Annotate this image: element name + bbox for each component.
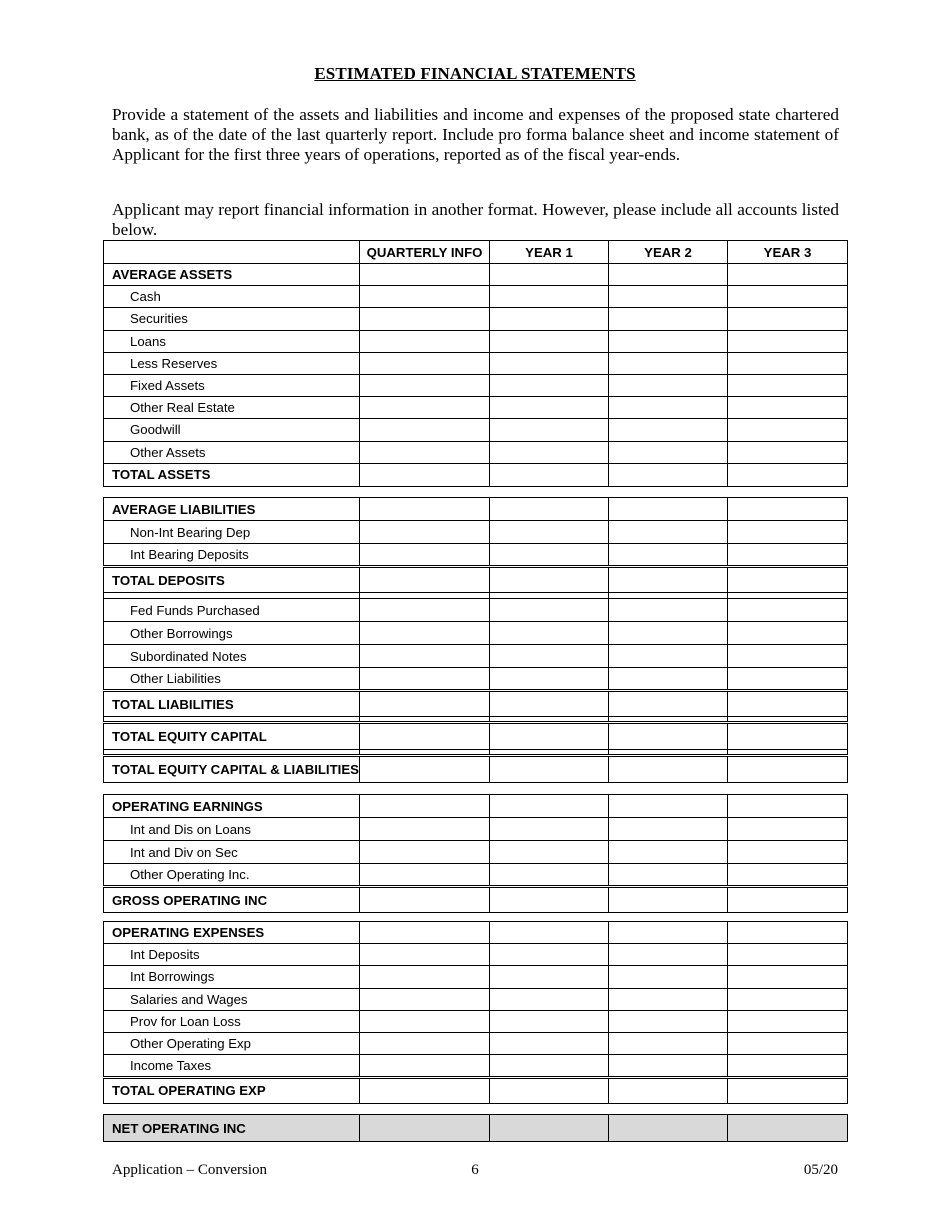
- row-label: TOTAL EQUITY CAPITAL & LIABILITIES: [104, 756, 360, 783]
- value-cell-year3[interactable]: [728, 463, 848, 486]
- footer-left: Application – Conversion: [112, 1162, 267, 1178]
- value-cell-year2[interactable]: [609, 1077, 728, 1103]
- value-cell-year3[interactable]: [728, 818, 848, 841]
- table-row: [104, 567, 848, 593]
- row-label: GROSS OPERATING INC: [104, 887, 360, 913]
- row-label: Int Deposits: [104, 944, 360, 966]
- value-cell-quarterly[interactable]: [360, 622, 490, 645]
- value-cell-year1[interactable]: [490, 330, 609, 352]
- value-cell-year3[interactable]: [728, 308, 848, 330]
- value-cell-year3[interactable]: [728, 419, 848, 441]
- value-cell-quarterly[interactable]: [360, 691, 490, 717]
- earnings-body: [104, 795, 848, 913]
- row-label: Loans: [104, 330, 360, 352]
- table-row: [104, 723, 848, 750]
- column-header-year1: YEAR 1: [490, 241, 609, 264]
- table-row: [104, 818, 848, 841]
- value-cell-year2[interactable]: [609, 887, 728, 913]
- value-cell-quarterly[interactable]: [360, 988, 490, 1010]
- value-cell-year1[interactable]: [490, 645, 609, 668]
- table-row: [104, 988, 848, 1010]
- table-row: [104, 352, 848, 374]
- value-cell-quarterly[interactable]: [360, 544, 490, 567]
- value-cell-year2[interactable]: [609, 864, 728, 887]
- value-cell-year3[interactable]: [728, 645, 848, 668]
- value-cell-quarterly[interactable]: [360, 864, 490, 887]
- table-row: [104, 795, 848, 818]
- value-cell-year3[interactable]: [728, 944, 848, 966]
- value-cell-year1[interactable]: [490, 668, 609, 691]
- row-label: Other Operating Inc.: [104, 864, 360, 887]
- value-cell-year1[interactable]: [490, 795, 609, 818]
- value-cell-quarterly[interactable]: [360, 308, 490, 330]
- value-cell-quarterly[interactable]: [360, 286, 490, 308]
- value-cell-year3[interactable]: [728, 567, 848, 593]
- row-label: TOTAL OPERATING EXP: [104, 1077, 360, 1103]
- value-cell-year1[interactable]: [490, 521, 609, 544]
- value-cell-year1[interactable]: [490, 544, 609, 567]
- value-cell-quarterly[interactable]: [360, 264, 490, 286]
- row-label: Fed Funds Purchased: [104, 599, 360, 622]
- value-cell-year3[interactable]: [728, 691, 848, 717]
- value-cell-year1[interactable]: [490, 723, 609, 750]
- value-cell-year1[interactable]: [490, 1033, 609, 1055]
- row-label: Fixed Assets: [104, 374, 360, 396]
- table-row: [104, 1115, 848, 1142]
- value-cell-year1[interactable]: [490, 264, 609, 286]
- value-cell-year1[interactable]: [490, 944, 609, 966]
- value-cell-year1[interactable]: [490, 622, 609, 645]
- value-cell-year2[interactable]: [609, 1033, 728, 1055]
- value-cell-year3[interactable]: [728, 795, 848, 818]
- value-cell-year2[interactable]: [609, 498, 728, 521]
- row-label: Other Operating Exp: [104, 1033, 360, 1055]
- table-row: [104, 887, 848, 913]
- value-cell-quarterly[interactable]: [360, 966, 490, 988]
- value-cell-year1[interactable]: [490, 1077, 609, 1103]
- value-cell-year1[interactable]: [490, 419, 609, 441]
- value-cell-quarterly[interactable]: [360, 419, 490, 441]
- value-cell-quarterly[interactable]: [360, 756, 490, 783]
- column-header-year2: YEAR 2: [609, 241, 728, 264]
- value-cell-quarterly[interactable]: [360, 521, 490, 544]
- value-cell-quarterly[interactable]: [360, 922, 490, 944]
- value-cell-year1[interactable]: [490, 841, 609, 864]
- row-label: Other Real Estate: [104, 397, 360, 419]
- value-cell-year2[interactable]: [609, 264, 728, 286]
- value-cell-year3[interactable]: [728, 622, 848, 645]
- value-cell-year3[interactable]: [728, 841, 848, 864]
- value-cell-year1[interactable]: [490, 756, 609, 783]
- value-cell-year3[interactable]: [728, 723, 848, 750]
- value-cell-year2[interactable]: [609, 723, 728, 750]
- value-cell-year2[interactable]: [609, 397, 728, 419]
- table-row: [104, 944, 848, 966]
- value-cell-year1[interactable]: [490, 922, 609, 944]
- header-blank-cell: [104, 241, 360, 264]
- value-cell-year1[interactable]: [490, 308, 609, 330]
- value-cell-year2[interactable]: [609, 988, 728, 1010]
- column-header-year3: YEAR 3: [728, 241, 848, 264]
- row-label: Income Taxes: [104, 1055, 360, 1077]
- value-cell-year3[interactable]: [728, 966, 848, 988]
- row-label: AVERAGE ASSETS: [104, 264, 360, 286]
- page-number: 6: [471, 1162, 479, 1178]
- value-cell-quarterly[interactable]: [360, 599, 490, 622]
- row-label: Goodwill: [104, 419, 360, 441]
- value-cell-year1[interactable]: [490, 567, 609, 593]
- value-cell-year3[interactable]: [728, 330, 848, 352]
- value-cell-year3[interactable]: [728, 988, 848, 1010]
- value-cell-year2[interactable]: [609, 286, 728, 308]
- value-cell-quarterly[interactable]: [360, 1115, 490, 1142]
- value-cell-year3[interactable]: [728, 1115, 848, 1142]
- row-label: TOTAL DEPOSITS: [104, 567, 360, 593]
- value-cell-year1[interactable]: [490, 286, 609, 308]
- table-row: [104, 441, 848, 463]
- table-row: [104, 668, 848, 691]
- value-cell-year3[interactable]: [728, 864, 848, 887]
- row-label: TOTAL EQUITY CAPITAL: [104, 723, 360, 750]
- value-cell-year2[interactable]: [609, 841, 728, 864]
- row-label: Other Liabilities: [104, 668, 360, 691]
- value-cell-year2[interactable]: [609, 330, 728, 352]
- value-cell-year2[interactable]: [609, 521, 728, 544]
- value-cell-year2[interactable]: [609, 441, 728, 463]
- value-cell-year2[interactable]: [609, 691, 728, 717]
- column-header-quarterly: QUARTERLY INFO: [360, 241, 490, 264]
- row-label: Salaries and Wages: [104, 988, 360, 1010]
- value-cell-quarterly[interactable]: [360, 463, 490, 486]
- value-cell-quarterly[interactable]: [360, 1077, 490, 1103]
- value-cell-year2[interactable]: [609, 308, 728, 330]
- value-cell-quarterly[interactable]: [360, 397, 490, 419]
- row-label: NET OPERATING INC: [104, 1115, 360, 1142]
- value-cell-year3[interactable]: [728, 887, 848, 913]
- row-label: AVERAGE LIABILITIES: [104, 498, 360, 521]
- value-cell-year3[interactable]: [728, 1077, 848, 1103]
- value-cell-quarterly[interactable]: [360, 498, 490, 521]
- value-cell-year3[interactable]: [728, 286, 848, 308]
- value-cell-year3[interactable]: [728, 374, 848, 396]
- value-cell-year2[interactable]: [609, 966, 728, 988]
- value-cell-year2[interactable]: [609, 374, 728, 396]
- row-label: Other Borrowings: [104, 622, 360, 645]
- table-row: [104, 599, 848, 622]
- value-cell-quarterly[interactable]: [360, 668, 490, 691]
- value-cell-year1[interactable]: [490, 441, 609, 463]
- value-cell-quarterly[interactable]: [360, 374, 490, 396]
- row-label: Subordinated Notes: [104, 645, 360, 668]
- row-label: Int Borrowings: [104, 966, 360, 988]
- value-cell-year1[interactable]: [490, 1055, 609, 1077]
- row-label: TOTAL LIABILITIES: [104, 691, 360, 717]
- value-cell-year2[interactable]: [609, 419, 728, 441]
- value-cell-year2[interactable]: [609, 567, 728, 593]
- value-cell-year3[interactable]: [728, 1010, 848, 1032]
- value-cell-year1[interactable]: [490, 498, 609, 521]
- table-row: [104, 645, 848, 668]
- value-cell-year3[interactable]: [728, 1055, 848, 1077]
- row-label: OPERATING EARNINGS: [104, 795, 360, 818]
- value-cell-year1[interactable]: [490, 352, 609, 374]
- value-cell-year2[interactable]: [609, 1115, 728, 1142]
- value-cell-quarterly[interactable]: [360, 944, 490, 966]
- net-table: [103, 1114, 848, 1142]
- row-label: Int and Div on Sec: [104, 841, 360, 864]
- value-cell-year1[interactable]: [490, 463, 609, 486]
- row-label: Int and Dis on Loans: [104, 818, 360, 841]
- table-row: [104, 286, 848, 308]
- value-cell-year3[interactable]: [728, 521, 848, 544]
- value-cell-year2[interactable]: [609, 922, 728, 944]
- value-cell-year2[interactable]: [609, 645, 728, 668]
- table-row: [104, 922, 848, 944]
- row-label: Less Reserves: [104, 352, 360, 374]
- expenses-table: [103, 921, 848, 1104]
- value-cell-year1[interactable]: [490, 691, 609, 717]
- table-row: [104, 1033, 848, 1055]
- table-row: [104, 691, 848, 717]
- value-cell-year3[interactable]: [728, 668, 848, 691]
- value-cell-quarterly[interactable]: [360, 330, 490, 352]
- value-cell-year3[interactable]: [728, 599, 848, 622]
- value-cell-year1[interactable]: [490, 1010, 609, 1032]
- value-cell-year2[interactable]: [609, 463, 728, 486]
- value-cell-year3[interactable]: [728, 544, 848, 567]
- value-cell-quarterly[interactable]: [360, 818, 490, 841]
- assets-body: [104, 264, 848, 487]
- table-row: [104, 1055, 848, 1077]
- earnings-table: [103, 794, 848, 913]
- value-cell-quarterly[interactable]: [360, 841, 490, 864]
- row-label: Cash: [104, 286, 360, 308]
- value-cell-year2[interactable]: [609, 544, 728, 567]
- value-cell-year3[interactable]: [728, 352, 848, 374]
- table-row: [104, 756, 848, 783]
- value-cell-year1[interactable]: [490, 599, 609, 622]
- value-cell-year2[interactable]: [609, 599, 728, 622]
- value-cell-year3[interactable]: [728, 264, 848, 286]
- table-row: [104, 397, 848, 419]
- value-cell-year1[interactable]: [490, 397, 609, 419]
- table-row: [104, 374, 848, 396]
- value-cell-year2[interactable]: [609, 668, 728, 691]
- value-cell-year3[interactable]: [728, 498, 848, 521]
- row-label: Other Assets: [104, 441, 360, 463]
- value-cell-quarterly[interactable]: [360, 567, 490, 593]
- value-cell-year3[interactable]: [728, 397, 848, 419]
- value-cell-year1[interactable]: [490, 887, 609, 913]
- value-cell-year2[interactable]: [609, 756, 728, 783]
- value-cell-year2[interactable]: [609, 795, 728, 818]
- table-row: [104, 1077, 848, 1103]
- table-row: [104, 544, 848, 567]
- table-row: [104, 308, 848, 330]
- value-cell-year1[interactable]: [490, 374, 609, 396]
- value-cell-year1[interactable]: [490, 864, 609, 887]
- row-label: Securities: [104, 308, 360, 330]
- liabilities-body: [104, 498, 848, 783]
- value-cell-year2[interactable]: [609, 1055, 728, 1077]
- value-cell-quarterly[interactable]: [360, 795, 490, 818]
- table-row: [104, 622, 848, 645]
- net-body: [104, 1115, 848, 1142]
- table-row: [104, 463, 848, 486]
- table-row: [104, 330, 848, 352]
- value-cell-quarterly[interactable]: [360, 723, 490, 750]
- value-cell-quarterly[interactable]: [360, 645, 490, 668]
- value-cell-year2[interactable]: [609, 1010, 728, 1032]
- liabilities-table: [103, 497, 848, 783]
- row-label: Prov for Loan Loss: [104, 1010, 360, 1032]
- value-cell-year2[interactable]: [609, 352, 728, 374]
- table-row: [104, 264, 848, 286]
- page-title: ESTIMATED FINANCIAL STATEMENTS: [314, 64, 636, 83]
- row-label: Non-Int Bearing Dep: [104, 521, 360, 544]
- footer-date: 05/20: [803, 1162, 838, 1178]
- value-cell-quarterly[interactable]: [360, 441, 490, 463]
- value-cell-quarterly[interactable]: [360, 1055, 490, 1077]
- value-cell-quarterly[interactable]: [360, 352, 490, 374]
- table-row: [104, 966, 848, 988]
- value-cell-year1[interactable]: [490, 1115, 609, 1142]
- value-cell-year1[interactable]: [490, 818, 609, 841]
- row-label: TOTAL ASSETS: [104, 463, 360, 486]
- expenses-body: [104, 922, 848, 1104]
- row-label: OPERATING EXPENSES: [104, 922, 360, 944]
- table-row: [104, 521, 848, 544]
- instructions-paragraph: Provide a statement of the assets and liabilities and income and expenses of the proposed state chartered bank, as of the date of the last quarterly report. Include pro forma balance sheet and income statement of Applicant for the first three years of operations, reported as of the fiscal year-ends.: [112, 105, 839, 164]
- table-row: [104, 841, 848, 864]
- value-cell-year1[interactable]: [490, 988, 609, 1010]
- table-row: [104, 864, 848, 887]
- table-row: [104, 498, 848, 521]
- value-cell-year2[interactable]: [609, 944, 728, 966]
- value-cell-quarterly[interactable]: [360, 1010, 490, 1032]
- value-cell-year1[interactable]: [490, 966, 609, 988]
- format-note-paragraph: Applicant may report financial information in another format. However, please include all accounts listed below.: [112, 200, 839, 239]
- value-cell-year2[interactable]: [609, 622, 728, 645]
- assets-table: [103, 240, 848, 487]
- value-cell-quarterly[interactable]: [360, 887, 490, 913]
- value-cell-year3[interactable]: [728, 441, 848, 463]
- value-cell-quarterly[interactable]: [360, 1033, 490, 1055]
- value-cell-year3[interactable]: [728, 922, 848, 944]
- value-cell-year3[interactable]: [728, 1033, 848, 1055]
- value-cell-year3[interactable]: [728, 756, 848, 783]
- table-row: [104, 1010, 848, 1032]
- row-label: Int Bearing Deposits: [104, 544, 360, 567]
- table-row: [104, 419, 848, 441]
- value-cell-year2[interactable]: [609, 818, 728, 841]
